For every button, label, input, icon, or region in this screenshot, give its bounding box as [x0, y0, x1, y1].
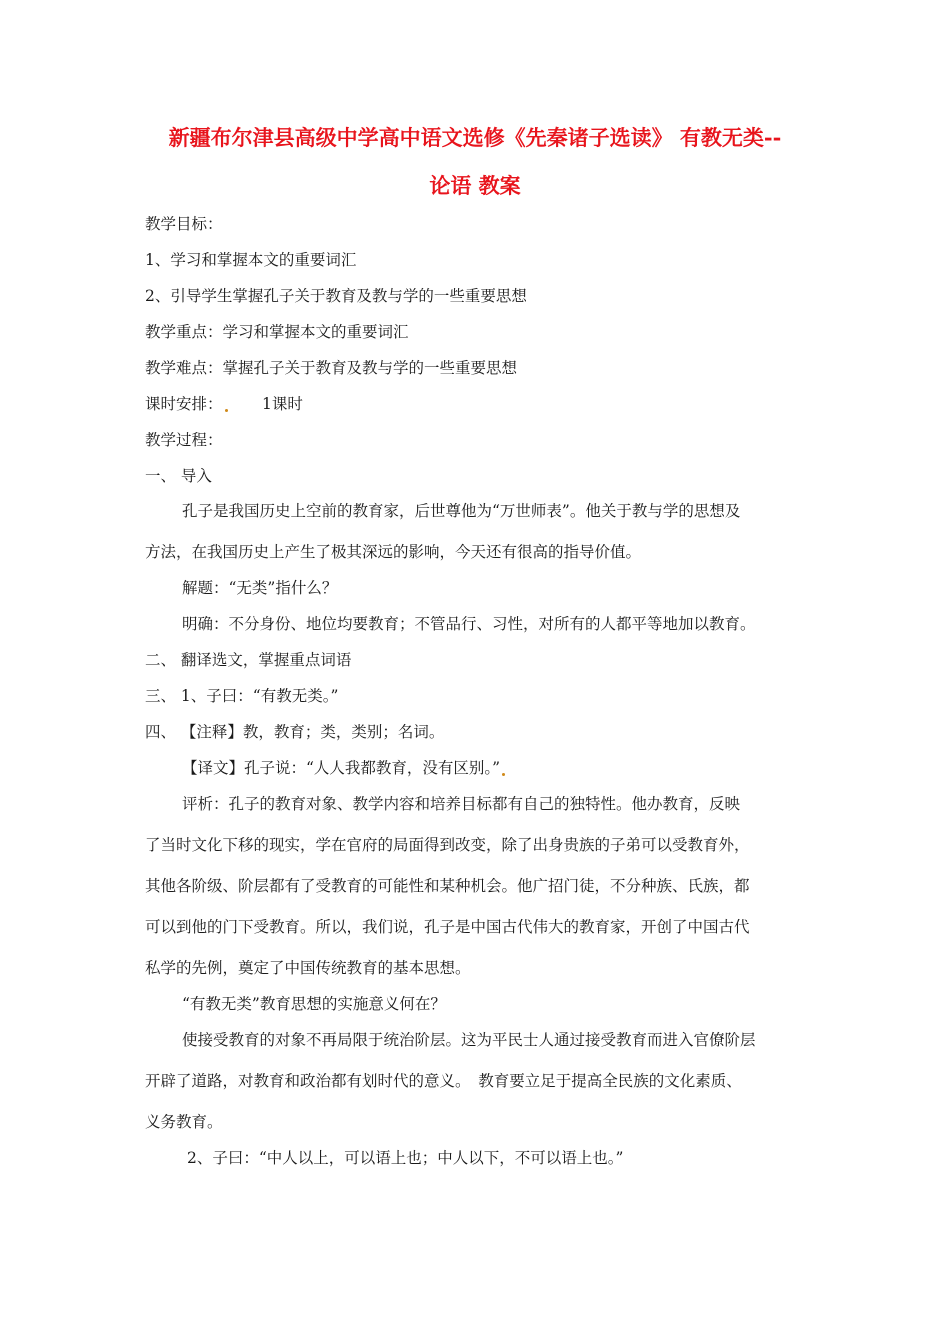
analysis-line-4: 可以到他的门下受教育。所以，我们说，孔子是中国古代伟大的教育家，开创了中国古代 [145, 918, 750, 936]
analysis-line-3: 其他各阶级、阶层都有了受教育的可能性和某种机会。他广招门徒，不分种族、氏族，都 [145, 877, 750, 895]
analysis-line-5: 私学的先例，奠定了中国传统教育的基本思想。 [145, 959, 471, 977]
quote-2: 2、子曰：“中人以上，可以语上也；中人以下，不可以语上也。” [187, 1149, 624, 1167]
intro-paragraph-line-1: 孔子是我国历史上空前的教育家，后世尊他为“万世师表”。他关于教与学的思想及 [182, 502, 741, 520]
document-title-line-1: 新疆布尔津县高级中学高中语文选修《先秦诸子选读》 有教无类-- [168, 125, 782, 150]
step-3: 三、 1、子曰：“有教无类。” [145, 687, 339, 705]
significance-answer-line-2: 开辟了道路，对教育和政治都有划时代的意义。 教育要立足于提高全民族的文化素质、 [145, 1072, 742, 1090]
intro-paragraph-line-2: 方法，在我国历史上产生了极其深远的影响，今天还有很高的指导价值。 [145, 543, 642, 561]
document-title-line-2: 论语 教案 [429, 173, 521, 198]
schedule-row [145, 394, 228, 414]
goal-2: 2、引导学生掌握孔子关于教育及教与学的一些重要思想 [145, 287, 527, 305]
significance-question: “有教无类”教育思想的实施意义何在？ [182, 995, 446, 1013]
jieti-question: 解题：“无类”指什么？ [182, 579, 338, 597]
process-heading: 教学过程： [145, 431, 223, 449]
difficulty: 教学难点：掌握孔子关于教育及教与学的一些重要思想 [145, 359, 518, 377]
step-4: 四、 【注释】教，教育；类，类别；名词。 [145, 723, 445, 741]
step-1: 一、 导入 [145, 467, 212, 485]
orange-dot-mark [225, 409, 228, 412]
step-2: 二、 翻译选文，掌握重点词语 [145, 651, 352, 669]
schedule-value: 1课时 [262, 395, 303, 413]
key-point: 教学重点：学习和掌握本文的重要词汇 [145, 323, 409, 341]
analysis-line-1: 评析：孔子的教育对象、教学内容和培养目标都有自己的独特性。他办教育，反映 [182, 795, 741, 813]
goals-heading: 教学目标： [145, 215, 223, 233]
schedule-label: 课时安排： [145, 395, 223, 413]
translation: 【译文】孔子说：“人人我都教育，没有区别。” [182, 759, 501, 777]
mingque-answer: 明确：不分身份、地位均要教育；不管品行、习性，对所有的人都平等地加以教育。 [182, 615, 756, 633]
goal-1: 1、学习和掌握本文的重要词汇 [145, 251, 357, 269]
significance-answer-line-3: 义务教育。 [145, 1113, 223, 1131]
analysis-line-2: 了当时文化下移的现实，学在官府的局面得到改变，除了出身贵族的子弟可以受教育外， [145, 836, 750, 854]
orange-dot-mark [502, 773, 505, 776]
significance-answer-line-1: 使接受教育的对象不再局限于统治阶层。这为平民士人通过接受教育而进入官僚阶层 [182, 1031, 756, 1049]
translation-row [182, 758, 505, 778]
